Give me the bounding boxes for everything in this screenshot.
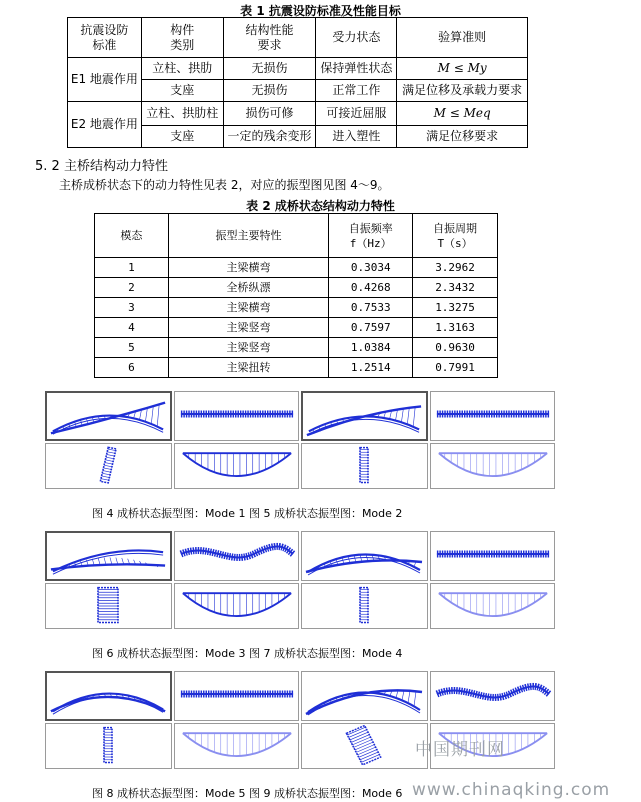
mode-shape-elevation [45,671,172,721]
mode-shape-elevation-2 [430,583,555,629]
frequency-cell: 0.4268 [329,278,413,298]
component-cell: 立柱、拱肋柱 [141,102,223,126]
level-cell: E2 地震作用 [68,102,142,148]
shape-cell: 主梁扭转 [168,358,329,378]
mode-shape-elevation [301,671,428,721]
state-cell: 进入塑性 [316,126,397,148]
criterion-cell: M ≤ Meq [397,102,528,126]
performance-cell: 无损伤 [223,80,316,102]
frequency-cell: 0.7533 [329,298,413,318]
frequency-cell: 1.2514 [329,358,413,378]
header-shape: 振型主要特性 [168,214,329,258]
table-row [68,102,528,126]
header-state: 受力状态 [316,18,397,58]
state-cell: 保持弹性状态 [316,58,397,80]
table2-caption: 表 2 成桥状态结构动力特性 [246,199,395,213]
mode-shape-section [45,723,172,769]
mode-shape-elevation [45,391,172,441]
frequency-cell: 0.3034 [329,258,413,278]
mode-shape-elevation [301,531,428,581]
figure-caption: 图 8 成桥状态振型图：Mode 5 图 9 成桥状态振型图：Mode 6 [92,787,403,800]
performance-table [67,17,528,148]
mode-shape-elevation-2 [174,583,299,629]
period-cell: 3.2962 [413,258,498,278]
mode-cell: 2 [95,278,169,298]
mode-shape-elevation [301,391,428,441]
mode-shape-section [301,583,428,629]
criterion-cell: 满足位移要求 [397,126,528,148]
header-frequency: 自振频率 f（Hz） [329,214,413,258]
dynamic-table [94,213,498,378]
table-row [95,258,498,278]
mode-cell: 4 [95,318,169,338]
figure-caption: 图 6 成桥状态振型图：Mode 3 图 7 成桥状态振型图：Mode 4 [92,647,403,660]
shape-cell: 全桥纵漂 [168,278,329,298]
table-row [95,318,498,338]
mode-shape-plan [174,671,299,721]
period-cell: 0.9630 [413,338,498,358]
mode-shape-elevation [45,531,172,581]
mode-shape-elevation-2 [174,443,299,489]
component-cell: 支座 [141,126,223,148]
component-cell: 支座 [141,80,223,102]
figure-caption: 图 4 成桥状态振型图：Mode 1 图 5 成桥状态振型图：Mode 2 [92,507,403,520]
frequency-cell: 1.0384 [329,338,413,358]
mode-shape-elevation-2 [174,723,299,769]
table-row [95,278,498,298]
shape-cell: 主梁竖弯 [168,338,329,358]
mode-cell: 3 [95,298,169,318]
table-row [95,338,498,358]
table1-caption: 表 1 抗震设防标准及性能目标 [240,4,401,18]
mode-cell: 5 [95,338,169,358]
section-heading: 5. 2 主桥结构动力特性 [35,159,168,174]
header-period: 自振周期 T（s） [413,214,498,258]
table-row [95,298,498,318]
state-cell: 正常工作 [316,80,397,102]
shape-cell: 主梁横弯 [168,258,329,278]
period-cell: 2.3432 [413,278,498,298]
mode-shape-plan [174,391,299,441]
performance-cell: 无损伤 [223,58,316,80]
level-cell: E1 地震作用 [68,58,142,102]
frequency-cell: 0.7597 [329,318,413,338]
performance-cell: 一定的残余变形 [223,126,316,148]
state-cell: 可接近屈服 [316,102,397,126]
shape-cell: 主梁横弯 [168,298,329,318]
section-paragraph: 主桥成桥状态下的动力特性见表 2，对应的振型图见图 4～9。 [59,178,390,192]
criterion-cell: M ≤ My [397,58,528,80]
table-row [68,58,528,80]
mode-shape-section [301,723,428,769]
table-row [95,358,498,378]
criterion-cell: 满足位移及承载力要求 [397,80,528,102]
mode-shape-plan [430,391,555,441]
component-cell: 立柱、拱肋 [141,58,223,80]
mode-shape-plan [174,531,299,581]
period-cell: 0.7991 [413,358,498,378]
mode-shape-plan [430,671,555,721]
header-performance: 结构性能 要求 [223,18,316,58]
performance-cell: 损伤可修 [223,102,316,126]
figure-4-5-grid [45,391,555,489]
mode-shape-section [45,583,172,629]
header-criterion: 验算准则 [397,18,528,58]
header-component: 构件 类别 [141,18,223,58]
watermark-url: www.chinaqking.com [412,780,611,800]
mode-shape-section [301,443,428,489]
mode-shape-plan [430,531,555,581]
shape-cell: 主梁竖弯 [168,318,329,338]
period-cell: 1.3163 [413,318,498,338]
figure-6-7-grid [45,531,555,629]
header-mode: 模态 [95,214,169,258]
header-level: 抗震设防 标准 [68,18,142,58]
mode-cell: 1 [95,258,169,278]
mode-cell: 6 [95,358,169,378]
mode-shape-section [45,443,172,489]
mode-shape-elevation-2 [430,443,555,489]
period-cell: 1.3275 [413,298,498,318]
watermark-cn: 中国期刊网 [415,740,505,760]
